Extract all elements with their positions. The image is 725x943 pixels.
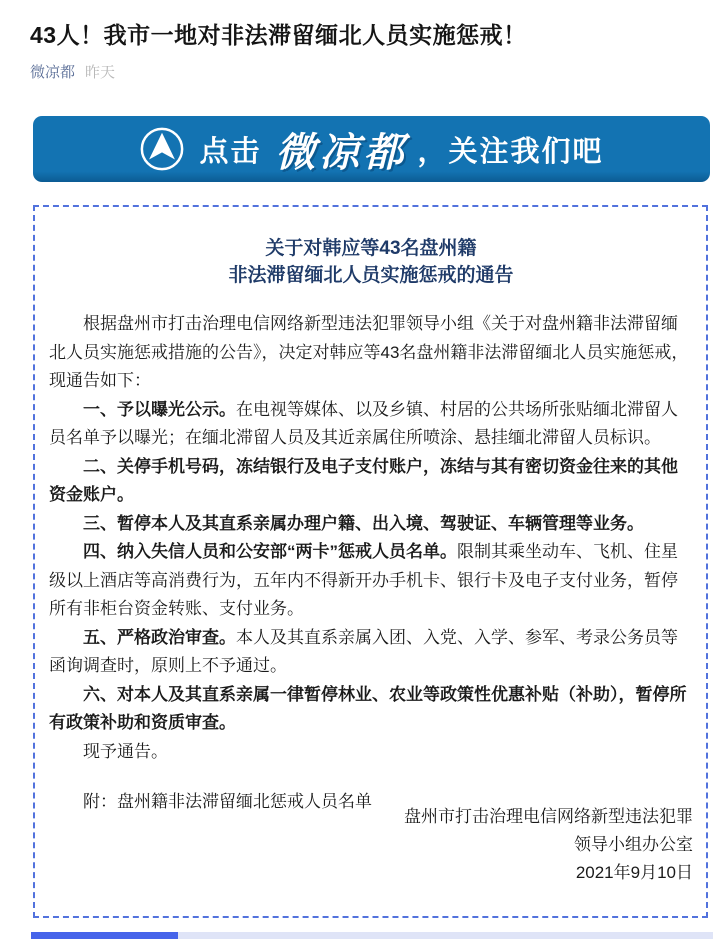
notice-signature xyxy=(404,803,693,887)
account-name-link[interactable]: 微凉都 xyxy=(30,64,76,81)
progress-bar xyxy=(31,932,713,939)
notice-item-emphasis: 二、关停手机号码，冻结银行及电子支付账户，冻结与其有密切资金往来的其他资金账户。 xyxy=(49,456,678,504)
notice-document xyxy=(33,205,708,918)
signature-unit-line2: 领导小组办公室 xyxy=(574,835,693,854)
banner-follow-text: ，关注我们吧 xyxy=(417,135,604,168)
notice-item-text: 在电视等媒体、以及乡镇、村居的公共场所张贴缅北滞留人员名单予以曝光；在缅北滞留人员及其近亲属住所喷涂、悬挂缅北滞留人员标识。 xyxy=(49,399,678,447)
progress-bar-fill xyxy=(31,932,178,939)
byline xyxy=(30,64,695,82)
notice-item xyxy=(49,453,693,510)
notice-item xyxy=(49,510,693,539)
notice-item xyxy=(49,396,693,453)
notice-intro: 根据盘州市打击治理电信网络新型违法犯罪领导小组《关于对盘州籍非法滞留缅北人员实施惩戒措施的公告》，决定对韩应等43名盘州籍非法滞留缅北人员实施惩戒，现通告如下： xyxy=(49,314,689,390)
publish-date: 昨天 xyxy=(85,64,116,81)
notice-item-text: 本人及其直系亲属入团、入党、入学、参军、考录公务员等函询调查时，原则上不予通过。 xyxy=(49,627,678,675)
notice-item xyxy=(49,624,693,681)
notice-item xyxy=(49,681,693,738)
arrow-up-circle-icon xyxy=(139,126,185,172)
signature-unit-line1: 盘州市打击治理电信网络新型违法犯罪 xyxy=(404,807,693,826)
notice-title-line1: 关于对韩应等43名盘州籍 xyxy=(265,238,477,259)
notice-closing: 现予通告。 xyxy=(83,741,168,761)
notice-item xyxy=(49,538,693,624)
banner-account-name: 微凉都 xyxy=(275,128,408,176)
follow-banner[interactable] xyxy=(33,116,710,182)
signature-date: 2021年9月10日 xyxy=(575,863,693,882)
notice-item-text: 限制其乘坐动车、飞机、住星级以上酒店等高消费行为，五年内不得新开办手机卡、银行卡及电子支付业务，暂停所有非柜台资金转账、支付业务。 xyxy=(49,542,678,618)
notice-item-emphasis: 一、予以曝光公示。 xyxy=(83,399,236,419)
banner-click-text: 点击 xyxy=(199,135,262,168)
article-title: 43人！我市一地对非法滞留缅北人员实施惩戒！ xyxy=(30,22,527,48)
notice-item-emphasis: 五、严格政治审查。 xyxy=(83,627,236,647)
notice-item-emphasis: 四、纳入失信人员和公安部“两卡”惩戒人员名单。 xyxy=(83,542,457,561)
notice-title xyxy=(49,235,693,289)
notice-attachment: 附：盘州籍非法滞留缅北惩戒人员名单 xyxy=(83,792,372,811)
notice-body xyxy=(49,310,693,817)
notice-title-line2: 非法滞留缅北人员实施惩戒的通告 xyxy=(228,265,514,286)
notice-item-emphasis: 三、暂停本人及其直系亲属办理户籍、出入境、驾驶证、车辆管理等业务。 xyxy=(83,513,644,533)
notice-item-emphasis: 六、对本人及其直系亲属一律暂停林业、农业等政策性优惠补贴（补助），暂停所有政策补助和资质审查。 xyxy=(49,684,687,732)
